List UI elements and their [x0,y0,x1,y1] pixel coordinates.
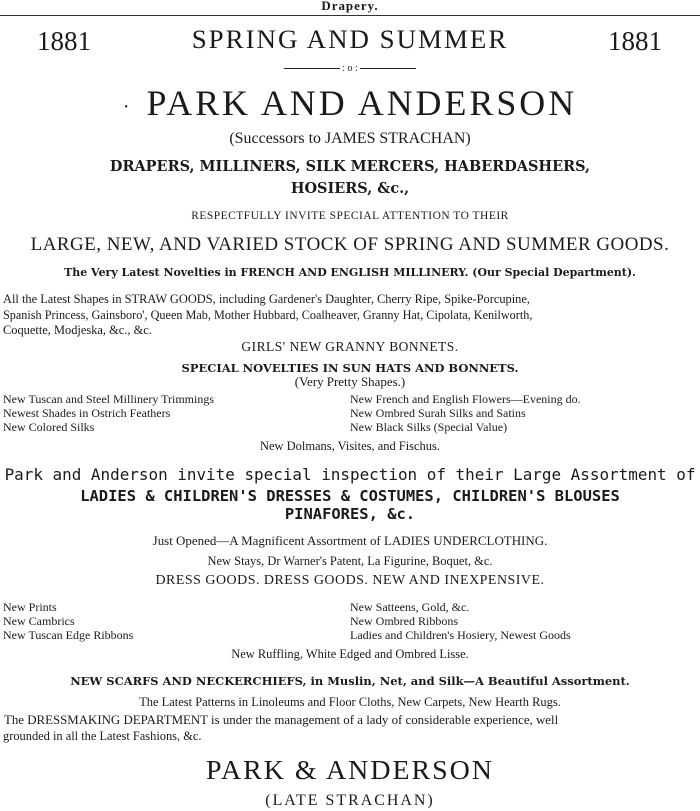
underclothing-line: Just Opened—A Magnificent Assortment of LADIES UNDERCLOTHING. [152,533,548,548]
year-right: 1881 [608,26,662,56]
list-2-right [350,600,571,642]
season-title: SPRING AND SUMMER [191,24,509,54]
list-2-left [3,600,133,642]
inspection-line: Park and Anderson invite special inspection of their Large Assortment of [4,465,696,484]
straw-goods-line-2: Spanish Princess, Gainsboro', Queen Mab, Mother Hubbard, Coalheaver, Granny Hat, Cipolata, Kenilworth, [3,308,533,322]
footer-late-strachan: (LATE STRACHAN) [265,792,435,809]
firm-name-text: PARK AND ANDERSON [146,83,578,123]
list-item: New Tuscan Edge Ribbons [3,628,134,642]
list-item: New Tuscan and Steel Millinery Trimmings [3,392,215,406]
ruffling-line: New Ruffling, White Edged and Ombred Lisse. [231,647,469,661]
list-1-left [3,392,214,434]
list-item: New Black Silks (Special Value) [350,420,508,434]
list-item: New Ombred Ribbons [350,614,458,628]
list-item: New Colored Silks [3,420,95,434]
list-item: Newest Shades in Ostrich Feathers [3,406,171,420]
firm-name [0,83,700,123]
scarfs-line: NEW SCARFS AND NECKERCHIEFS, in Muslin, Net, and Silk—A Beautiful Assortment. [70,674,630,688]
dress-goods-line: DRESS GOODS. DRESS GOODS. NEW AND INEXPENSIVE. [155,573,545,588]
straw-goods-line-1: All the Latest Shapes in STRAW GOODS, including Gardener's Daughter, Cherry Ripe, Spike-Porcupine, [3,292,530,306]
pretty-shapes-line: (Very Pretty Shapes.) [294,374,406,389]
invite-line: RESPECTFULLY INVITE SPECIAL ATTENTION TO THEIR [191,210,509,222]
granny-bonnets-line: GIRLS' NEW GRANNY BONNETS. [241,339,459,354]
trades-line-1: DRAPERS, MILLINERS, SILK MERCERS, HABERDASHERS, [109,158,591,175]
footer-firm-name: PARK & ANDERSON [206,755,494,786]
linoleums-line: The Latest Patterns in Linoleums and Floor Cloths, New Carpets, New Hearth Rugs. [139,695,561,709]
list-1-right [350,392,581,434]
bullet-mark: · [122,95,133,118]
list-item: New Ombred Surah Silks and Satins [350,406,526,420]
pinafores-line: PINAFORES, &c. [284,505,416,523]
list-item: Ladies and Children's Hosiery, Newest Goods [350,628,571,642]
dressmaking-line-1: The DRESSMAKING DEPARTMENT is under the management of a lady of considerable experience, well [4,713,559,727]
dressmaking-line-2: grounded in all the Latest Fashions, &c. [3,729,202,743]
sun-hats-line: SPECIAL NOVELTIES IN SUN HATS AND BONNETS. [181,361,519,375]
ornament-rule [0,64,700,74]
header-rule [0,15,700,16]
list-item: New Cambrics [3,614,75,628]
list-item: New Prints [3,600,57,614]
stock-line: LARGE, NEW, AND VARIED STOCK OF SPRING AND SUMMER GOODS. [30,234,670,255]
list-item: New Satteens, Gold, &c. [350,600,470,614]
dresses-line: LADIES & CHILDREN'S DRESSES & COSTUMES, CHILDREN'S BLOUSES [80,487,620,505]
list-item: New French and English Flowers—Evening do. [350,392,581,406]
ornament-text: : o : [342,63,358,74]
novelties-line: The Very Latest Novelties in FRENCH AND ENGLISH MILLINERY. (Our Special Department). [64,266,636,279]
dolmans-line: New Dolmans, Visites, and Fischus. [260,439,440,453]
trades-line-2: HOSIERS, &c., [290,180,410,197]
successors-line: (Successors to JAMES STRACHAN) [229,130,471,147]
stays-line: New Stays, Dr Warner's Patent, La Figurine, Boquet, &c. [207,554,493,568]
straw-goods-line-3: Coquette, Modjeska, &c., &c. [3,323,152,337]
year-left: 1881 [37,26,91,56]
section-heading: Drapery. [321,0,379,13]
